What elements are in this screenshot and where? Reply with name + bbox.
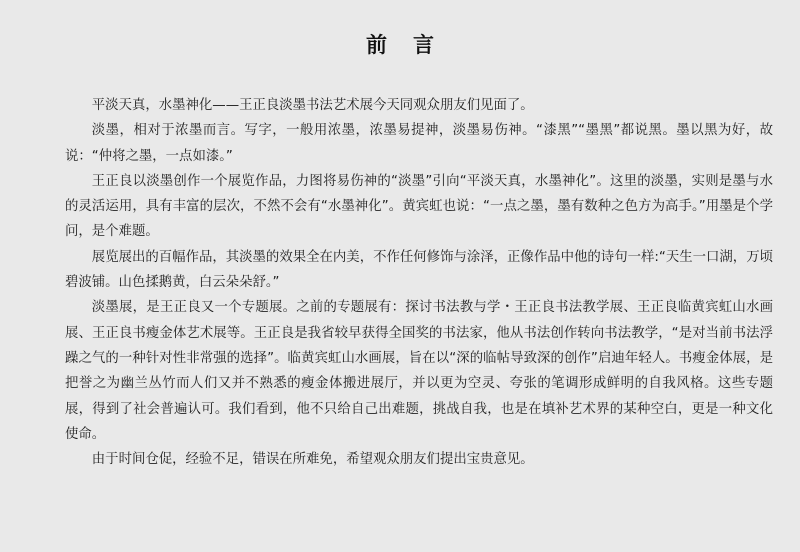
preface-body (65, 93, 773, 472)
paragraph: 平淡天真，水墨神化——王正良淡墨书法艺术展今天同观众朋友们见面了。 (91, 98, 534, 113)
paragraph: 展览展出的百幅作品，其淡墨的效果全在内美，不作任何修饰与涂泽，正像作品中他的诗句一样:“天生一口湖，万顷碧波铺。山色揉鹅黄，白云朵朵舒。” (65, 249, 773, 291)
paragraph: 王正良以淡墨创作一个展览作品，力图将易伤神的“淡墨”引向“平淡天真，水墨神化”。这里的淡墨，实则是墨与水的灵活运用，具有丰富的层次，不然不会有“水墨神化”。黄宾虹也说：“一点之墨，墨有数种之色方为高手。”用墨是个学问，是个难题。 (65, 173, 773, 240)
page-title: 前言 (366, 32, 460, 57)
paragraph: 淡墨，相对于浓墨而言。写字，一般用浓墨，浓墨易提神，淡墨易伤神。“漆黑”“墨黑”都说黑。墨以黑为好，故说：“仲将之墨，一点如漆。” (65, 123, 773, 164)
paragraph: 淡墨展，是王正良又一个专题展。之前的专题展有：探讨书法教与学・王正良书法教学展、王正良临黄宾虹山水画展、王正良书瘦金体艺术展等。王正良是我省较早获得全国奖的书法家，他从书法创作转向书法教学，“是对当前书法浮躁之气的一种针对性非常强的选择”。临黄宾虹山水画展，旨在以“深的临帖导致深的创作”启迪年轻人。书瘦金体展，是把誉之为幽兰丛竹而人们又并不熟悉的瘦金体搬进展厅，并以更为空灵、夸张的笔调形成鲜明的自我风格。这些专题展，得到了社会普遍认可。我们看到，他不只给自己出难题，挑战自我，也是在填补艺术界的某种空白，更是一种文化使命。 (65, 300, 773, 442)
paragraph: 由于时间仓促，经验不足，错误在所难免，希望观众朋友们提出宝贵意见。 (91, 452, 534, 468)
